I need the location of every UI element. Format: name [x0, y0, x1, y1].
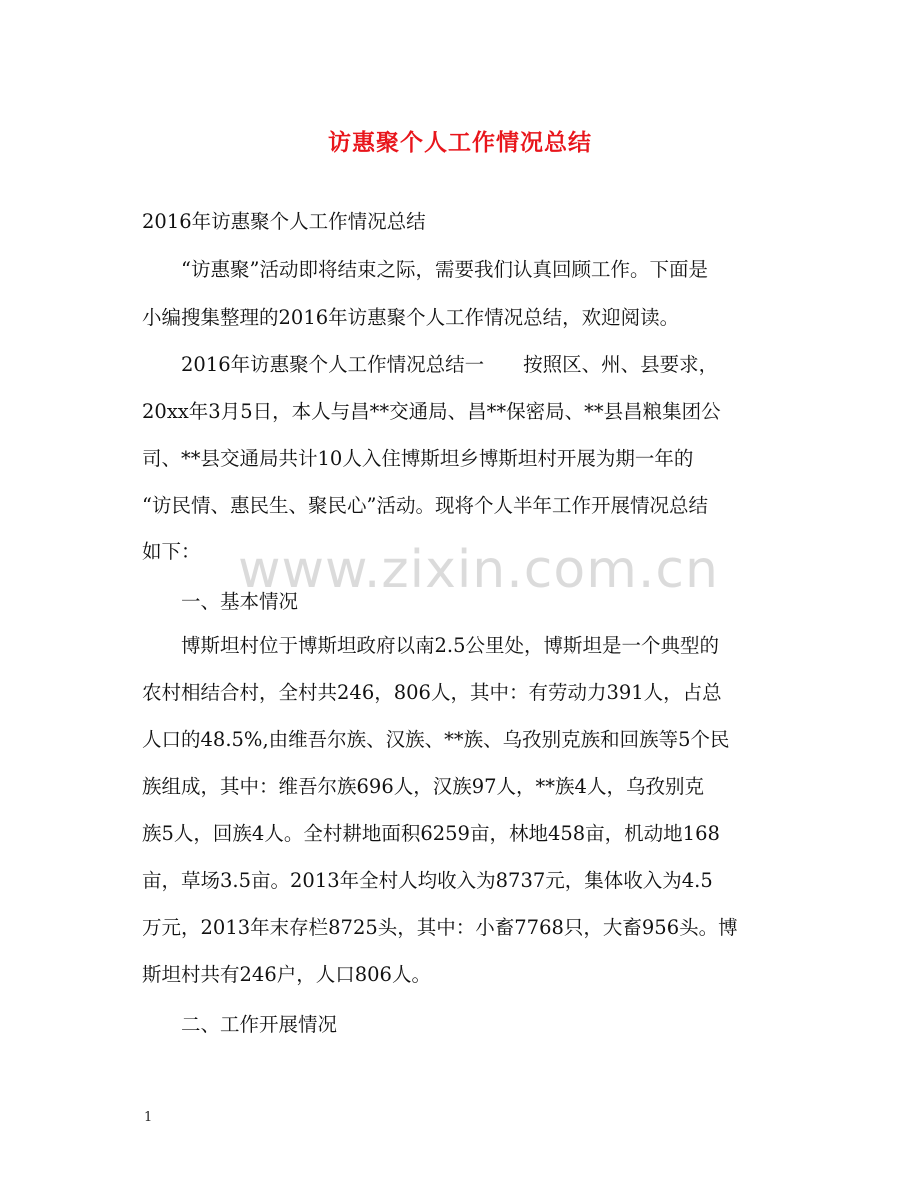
- paragraph-line: 族组成，其中：维吾尔族696人，汉族97人，**族4人，乌孜别克: [142, 775, 704, 798]
- paragraph-line: 如下：: [142, 540, 201, 563]
- paragraph-line: 小编搜集整理的2016年访惠聚个人工作情况总结，欢迎阅读。: [142, 306, 680, 329]
- paragraph-line: 司、**县交通局共计10人入住博斯坦乡博斯坦村开展为期一年的: [142, 447, 694, 470]
- paragraph-line: 博斯坦村位于博斯坦政府以南2.5公里处，博斯坦是一个典型的: [142, 634, 720, 657]
- document-title: 访惠聚个人工作情况总结: [328, 129, 592, 156]
- paragraph-line: 斯坦村共有246户，人口806人。: [142, 963, 431, 986]
- paragraph-line: 万元，2013年末存栏8725头，其中：小畜7768只，大畜956头。博: [142, 916, 738, 939]
- paragraph-line: 农村相结合村，全村共246，806人，其中：有劳动力391人，占总: [142, 681, 722, 704]
- paragraph-line: 20xx年3月5日，本人与昌**交通局、昌**保密局、**县昌粮集团公: [142, 400, 721, 423]
- paragraph-line: 2016年访惠聚个人工作情况总结一 按照区、州、县要求，: [142, 353, 719, 376]
- paragraph-line: “访民情、惠民生、聚民心”活动。现将个人半年工作开展情况总结: [142, 494, 708, 517]
- paragraph-line: 族5人，回族4人。全村耕地面积6259亩，林地458亩，机动地168: [142, 822, 720, 845]
- paragraph-line: “访惠聚”活动即将结束之际，需要我们认真回顾工作。下面是: [142, 258, 708, 281]
- paragraph-line: 人口的48.5%,由维吾尔族、汉族、**族、乌孜别克族和回族等5个民: [142, 728, 730, 751]
- subtitle-line: 2016年访惠聚个人工作情况总结: [142, 210, 426, 233]
- watermark-text: www.zixin.com.cn: [238, 540, 719, 600]
- section-heading: 一、基本情况: [142, 590, 299, 613]
- page-number: 1: [144, 1110, 153, 1125]
- paragraph-line: 亩，草场3.5亩。2013年全村人均收入为8737元，集体收入为4.5: [142, 869, 713, 892]
- section-heading: 二、工作开展情况: [142, 1013, 338, 1036]
